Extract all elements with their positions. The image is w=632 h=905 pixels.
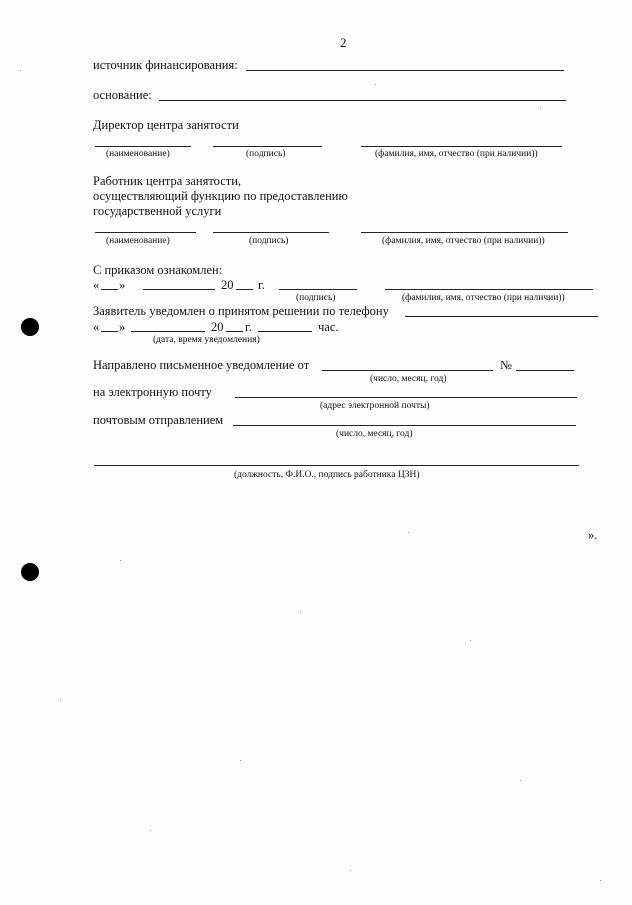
postal-label: почтовым отправлением bbox=[93, 413, 224, 427]
email-label: на электронную почту bbox=[93, 385, 212, 399]
director-caption-name: (наименование) bbox=[106, 149, 170, 159]
worker-name-field[interactable] bbox=[95, 232, 196, 233]
worker-title-line3: государственной услуги bbox=[93, 204, 222, 218]
scan-speck bbox=[520, 780, 521, 781]
scan-speck bbox=[60, 700, 61, 701]
acquainted-fio-field[interactable] bbox=[385, 289, 593, 290]
scan-speck bbox=[150, 830, 151, 831]
acquainted-date-open: « bbox=[93, 278, 100, 292]
acquainted-day-field[interactable] bbox=[101, 289, 118, 290]
acquainted-signature-field[interactable] bbox=[279, 289, 357, 290]
acquainted-caption-signature: (подпись) bbox=[296, 293, 336, 303]
scan-speck bbox=[408, 532, 409, 533]
director-signature-field[interactable] bbox=[213, 146, 322, 147]
acquainted-year-prefix: 20 bbox=[221, 278, 234, 292]
director-caption-signature: (подпись) bbox=[246, 149, 286, 159]
scan-speck bbox=[240, 760, 241, 761]
scan-speck bbox=[540, 107, 541, 108]
financing-source-label: источник финансирования: bbox=[93, 58, 238, 72]
scan-speck bbox=[20, 70, 21, 71]
scan-speck bbox=[375, 84, 376, 85]
acquainted-title: С приказом ознакомлен: bbox=[93, 263, 223, 277]
notified-day-field[interactable] bbox=[101, 331, 118, 332]
worker-fio-field[interactable] bbox=[361, 232, 568, 233]
basis-label: основание: bbox=[93, 88, 152, 102]
notified-year-field[interactable] bbox=[226, 331, 243, 332]
written-notice-caption: (число, месяц, год) bbox=[370, 374, 447, 384]
email-caption: (адрес электронной почты) bbox=[320, 401, 430, 411]
director-caption-fio: (фамилия, имя, отчество (при наличии)) bbox=[375, 149, 538, 159]
postal-caption: (число, месяц, год) bbox=[336, 429, 413, 439]
scan-speck bbox=[300, 612, 301, 613]
worker-title-line2: осуществляющий функцию по предоставлению bbox=[93, 189, 348, 203]
financing-source-field[interactable] bbox=[246, 70, 564, 71]
notified-hour-suffix: час. bbox=[318, 320, 339, 334]
scan-speck bbox=[470, 640, 471, 641]
notified-phone-field[interactable] bbox=[405, 316, 598, 317]
notified-date-open: « bbox=[93, 320, 100, 334]
notified-year-prefix: 20 bbox=[211, 320, 224, 334]
acquainted-date-close: » bbox=[119, 278, 126, 292]
scan-speck bbox=[350, 870, 351, 871]
scan-speck bbox=[600, 880, 601, 881]
director-name-field[interactable] bbox=[95, 146, 191, 147]
acquainted-year-suffix: г. bbox=[258, 278, 265, 292]
written-notice-number-field[interactable] bbox=[516, 370, 574, 371]
notified-month-field[interactable] bbox=[131, 331, 205, 332]
worker-caption-signature: (подпись) bbox=[249, 236, 289, 246]
binder-hole-bottom bbox=[21, 563, 39, 581]
director-title: Директор центра занятости bbox=[93, 118, 239, 132]
email-field[interactable] bbox=[235, 397, 577, 398]
basis-field[interactable] bbox=[159, 100, 566, 101]
footer-signature-field[interactable] bbox=[94, 465, 579, 466]
worker-title-line1: Работник центра занятости, bbox=[93, 174, 242, 188]
notified-phone-label: Заявитель уведомлен о принятом решении по телефону bbox=[93, 304, 389, 318]
page-number: 2 bbox=[340, 35, 347, 50]
acquainted-month-field[interactable] bbox=[143, 289, 215, 290]
worker-caption-fio: (фамилия, имя, отчество (при наличии)) bbox=[382, 236, 545, 246]
notified-hour-field[interactable] bbox=[258, 331, 312, 332]
worker-caption-name: (наименование) bbox=[106, 236, 170, 246]
written-notice-number-sign: № bbox=[500, 358, 512, 372]
written-notice-label: Направлено письменное уведомление от bbox=[93, 358, 310, 372]
closing-quote-mark: ». bbox=[588, 528, 598, 542]
postal-field[interactable] bbox=[233, 425, 576, 426]
notified-year-suffix: г. bbox=[245, 320, 252, 334]
notified-caption: (дата, время уведомления) bbox=[153, 335, 260, 345]
worker-signature-field[interactable] bbox=[213, 232, 329, 233]
acquainted-year-field[interactable] bbox=[236, 289, 253, 290]
director-fio-field[interactable] bbox=[361, 146, 562, 147]
footer-signature-caption: (должность, Ф.И.О., подпись работника ЦЗН) bbox=[234, 470, 420, 480]
scan-speck bbox=[120, 560, 121, 561]
written-notice-date-field[interactable] bbox=[322, 370, 493, 371]
notified-date-close: » bbox=[119, 320, 126, 334]
acquainted-caption-fio: (фамилия, имя, отчество (при наличии)) bbox=[402, 293, 565, 303]
binder-hole-top bbox=[21, 318, 39, 336]
